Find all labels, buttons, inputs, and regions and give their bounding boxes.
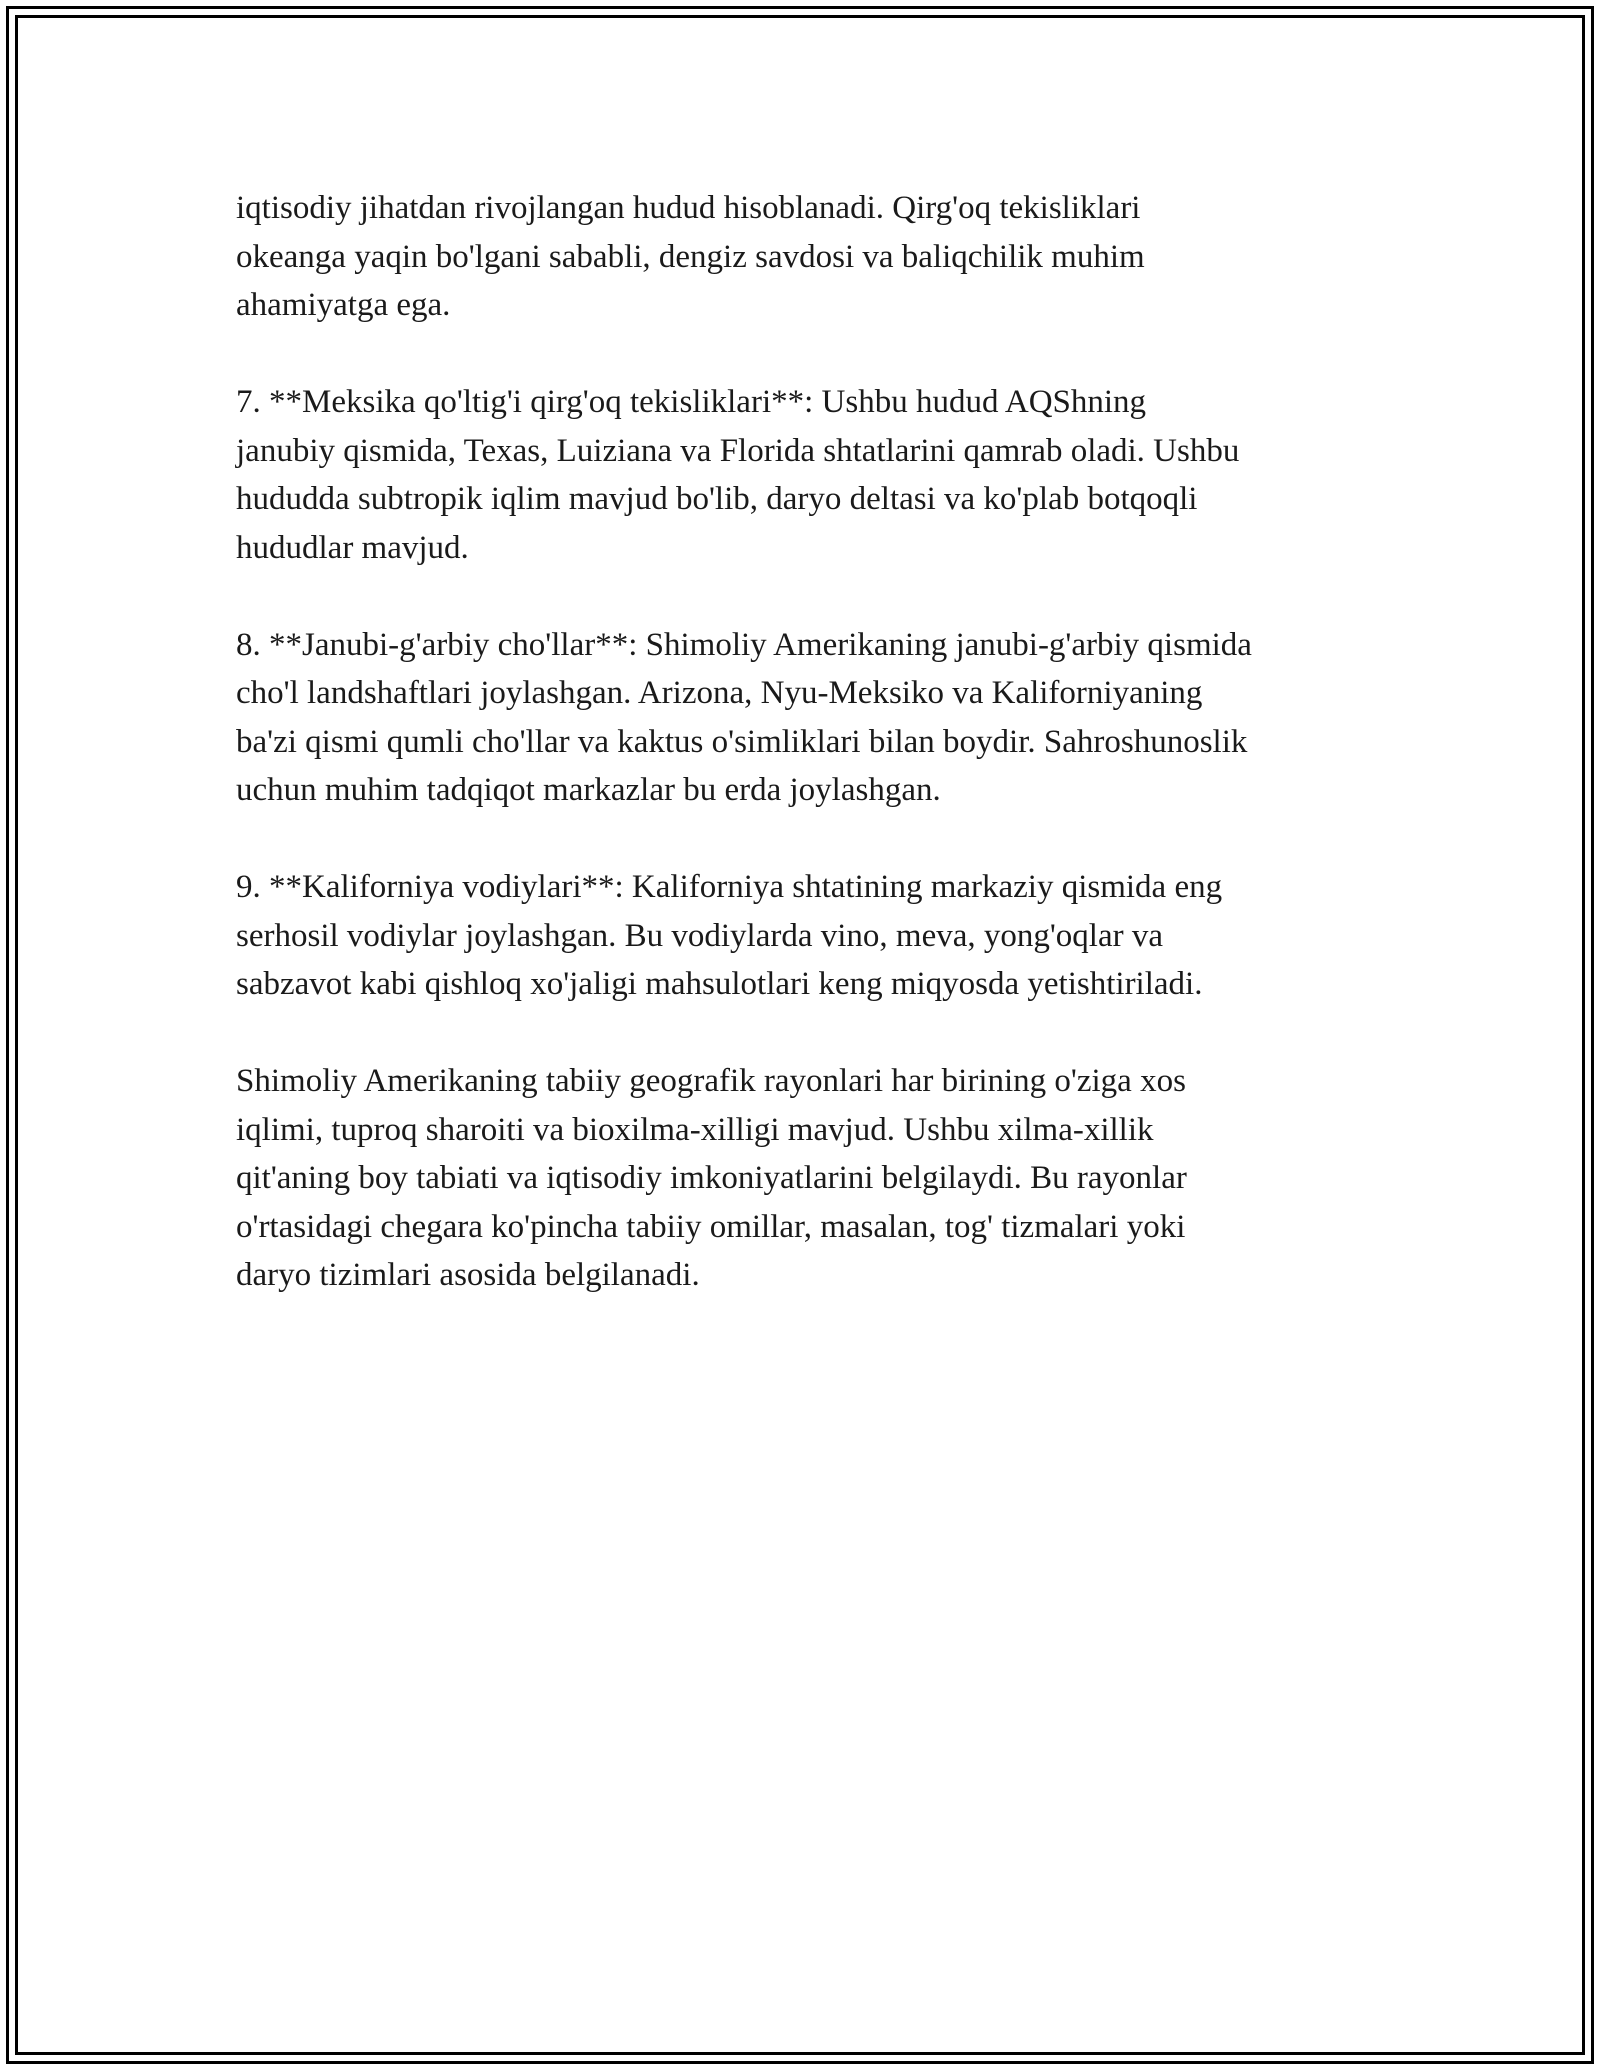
paragraph-intro-continuation	[236, 184, 1396, 330]
paragraph-item-8	[236, 621, 1396, 815]
paragraph-item-7	[236, 378, 1396, 572]
text-line: Shimoliy Amerikaning tabiiy geografik rayonlari har birining o'ziga xos	[236, 1063, 1186, 1099]
text-line: daryo tizimlari asosida belgilanadi.	[236, 1257, 700, 1293]
paragraph-item-9	[236, 863, 1396, 1009]
text-line: qit'aning boy tabiati va iqtisodiy imkoniyatlarini belgilaydi. Bu rayonlar	[236, 1160, 1187, 1196]
text-line: ahamiyatga ega.	[236, 287, 451, 323]
text-line: okeanga yaqin bo'lgani sababli, dengiz savdosi va baliqchilik muhim	[236, 238, 1145, 275]
text-line: ba'zi qismi qumli cho'llar va kaktus o'simliklari bilan boydir. Sahroshunoslik	[236, 723, 1248, 760]
text-line: serhosil vodiylar joylashgan. Bu vodiylarda vino, meva, yong'oqlar va	[236, 917, 1164, 954]
paragraph-conclusion	[236, 1057, 1396, 1300]
text-line: 9. **Kaliforniya vodiylari**: Kaliforniya shtatining markaziy qismida eng	[236, 869, 1223, 905]
text-line: iqtisodiy jihatdan rivojlangan hudud hisoblanadi. Qirg'oq tekisliklari	[236, 190, 1141, 226]
text-line: janubiy qismida, Texas, Luiziana va Florida shtatlarini qamrab oladi. Ushbu	[236, 432, 1240, 469]
text-line: hududlar mavjud.	[236, 529, 469, 566]
text-line: uchun muhim tadqiqot markazlar bu erda joylashgan.	[236, 772, 941, 808]
text-line: iqlimi, tuproq sharoiti va bioxilma-xilligi mavjud. Ushbu xilma-xillik	[236, 1111, 1154, 1148]
text-line: o'rtasidagi chegara ko'pincha tabiiy omillar, masalan, tog' tizmalari yoki	[236, 1208, 1186, 1245]
text-line: 7. **Meksika qo'ltig'i qirg'oq tekisliklari**: Ushbu hudud AQShning	[236, 384, 1147, 420]
text-line: hududda subtropik iqlim mavjud bo'lib, daryo deltasi va ko'plab botqoqli	[236, 481, 1198, 517]
text-line: 8. **Janubi-g'arbiy cho'llar**: Shimoliy Amerikaning janubi-g'arbiy qismida	[236, 626, 1252, 663]
text-line: cho'l landshaftlari joylashgan. Arizona, Nyu-Meksiko va Kaliforniyaning	[236, 675, 1203, 711]
text-line: sabzavot kabi qishloq xo'jaligi mahsulotlari keng miqyosda yetishtiriladi.	[236, 966, 1203, 1002]
document-body	[236, 184, 1396, 1348]
